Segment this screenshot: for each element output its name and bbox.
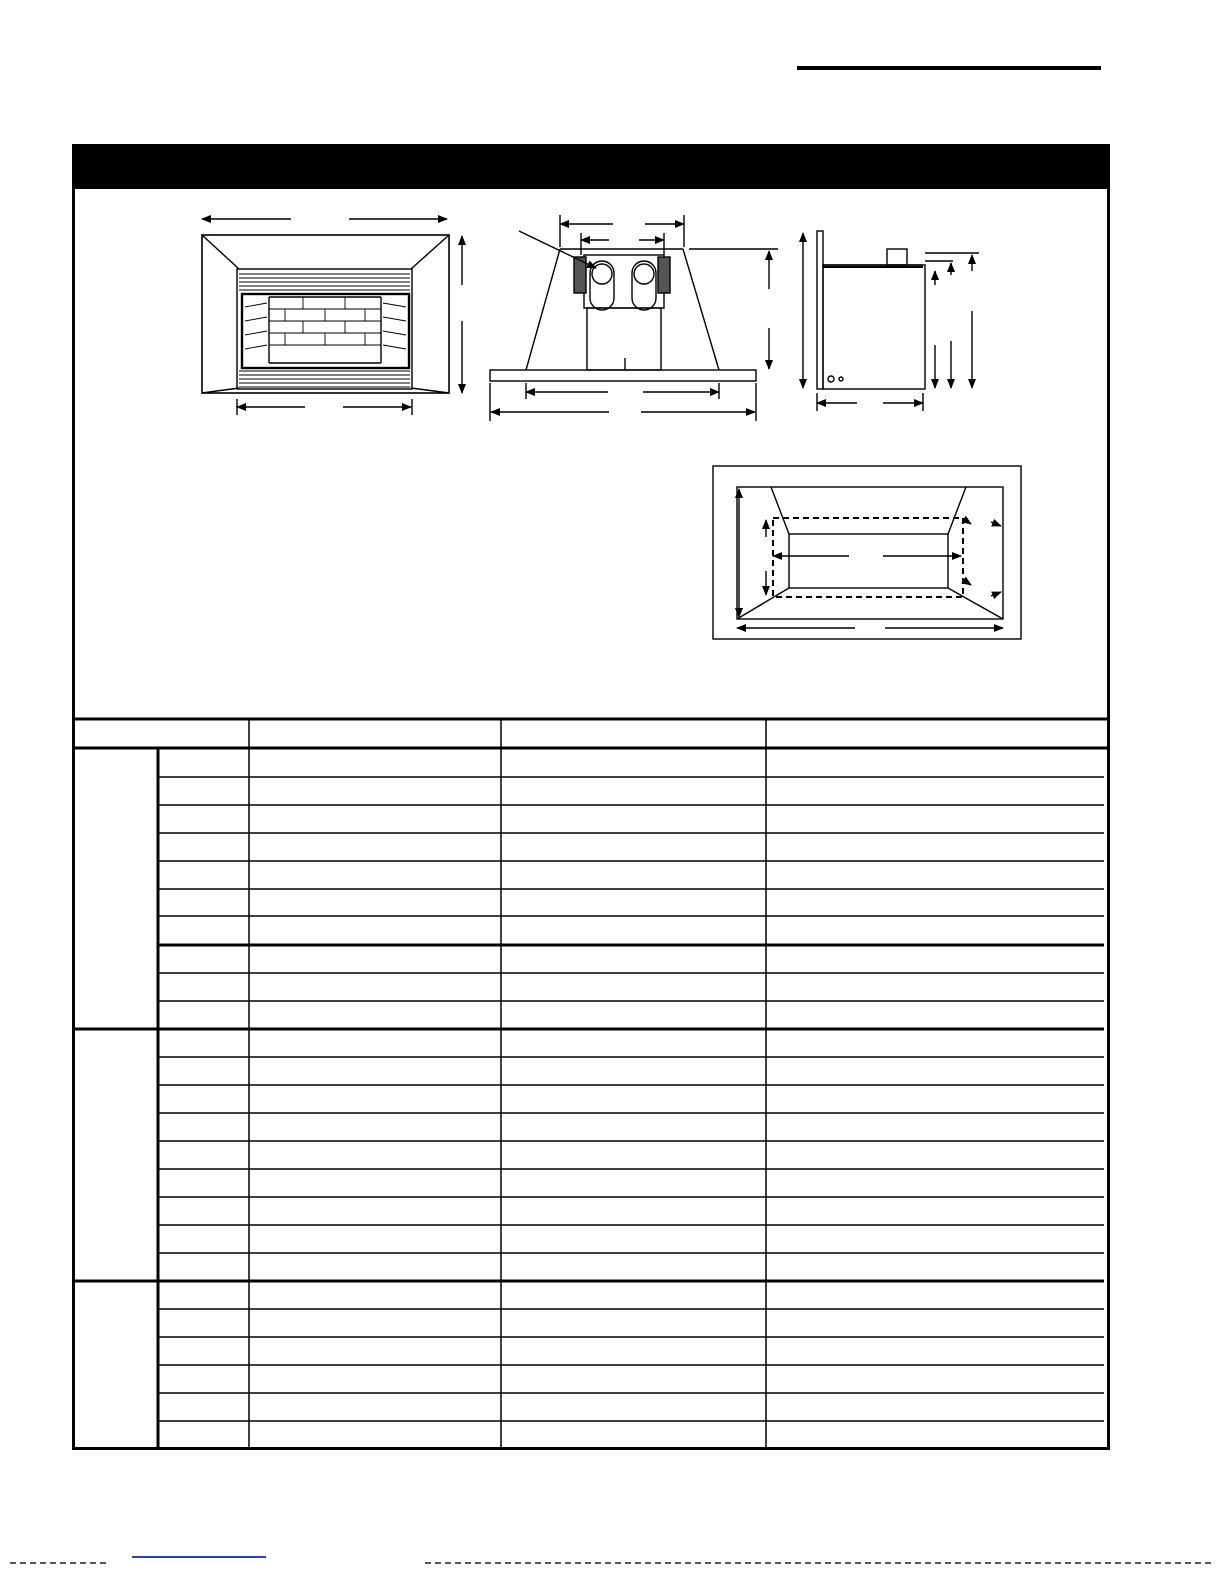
footer-link[interactable] bbox=[132, 1556, 266, 1558]
group-1-rows bbox=[158, 777, 1104, 1001]
group-3-rows bbox=[158, 1309, 1104, 1421]
top-rule bbox=[797, 66, 1101, 70]
footer-dots-left bbox=[10, 1562, 110, 1564]
group-2-rows bbox=[158, 1057, 1104, 1253]
front-view-drawing bbox=[202, 219, 462, 415]
top-view-drawing bbox=[490, 215, 778, 421]
dimension-drawings bbox=[75, 147, 1107, 717]
side-view-drawing bbox=[803, 231, 979, 411]
specifications-panel bbox=[72, 144, 1110, 1450]
table-grid bbox=[75, 717, 1107, 1447]
specifications-table bbox=[75, 717, 1107, 1447]
opening-diagram bbox=[713, 466, 1021, 639]
footer-dots-right bbox=[425, 1562, 1215, 1564]
